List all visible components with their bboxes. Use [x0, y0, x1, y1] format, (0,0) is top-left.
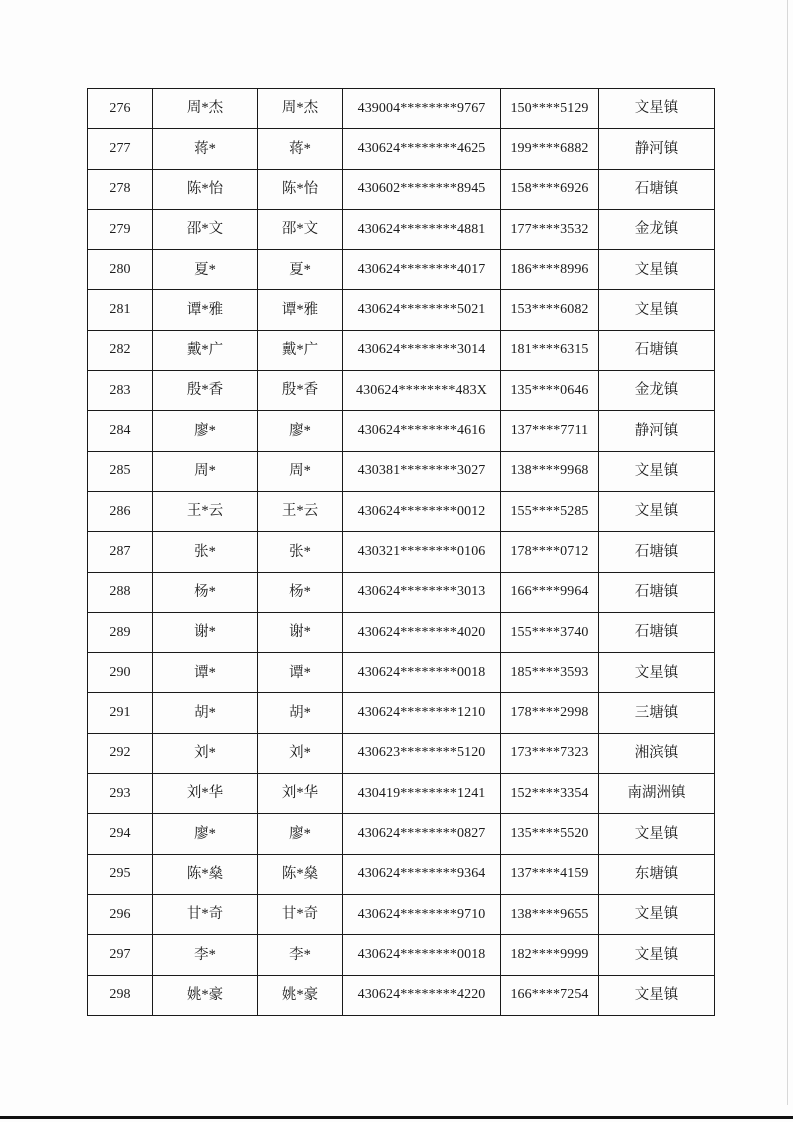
name-confirm-cell: 廖*	[258, 411, 343, 451]
name-cell: 谭*	[153, 653, 258, 693]
name-cell: 姚*豪	[153, 975, 258, 1015]
row-number-cell: 288	[88, 572, 153, 612]
town-cell: 文星镇	[599, 89, 715, 129]
row-number-cell: 294	[88, 814, 153, 854]
row-number-cell: 276	[88, 89, 153, 129]
id-number-cell: 430624********0018	[343, 935, 501, 975]
name-confirm-cell: 胡*	[258, 693, 343, 733]
table-row	[88, 411, 715, 451]
town-cell: 文星镇	[599, 653, 715, 693]
table-row	[88, 209, 715, 249]
name-cell: 陈*怡	[153, 169, 258, 209]
table-row	[88, 491, 715, 531]
name-confirm-cell: 甘*奇	[258, 894, 343, 934]
row-number-cell: 278	[88, 169, 153, 209]
name-confirm-cell: 周*杰	[258, 89, 343, 129]
table-row	[88, 169, 715, 209]
name-cell: 周*杰	[153, 89, 258, 129]
name-confirm-cell: 刘*华	[258, 774, 343, 814]
table-row	[88, 854, 715, 894]
town-cell: 文星镇	[599, 814, 715, 854]
id-number-cell: 430624********3014	[343, 330, 501, 370]
name-confirm-cell: 陈*怡	[258, 169, 343, 209]
scan-edge-line	[787, 0, 788, 1105]
id-number-cell: 430624********4220	[343, 975, 501, 1015]
name-cell: 夏*	[153, 250, 258, 290]
town-cell: 湘滨镇	[599, 733, 715, 773]
name-confirm-cell: 周*	[258, 451, 343, 491]
town-cell: 石塘镇	[599, 330, 715, 370]
phone-cell: 150****5129	[501, 89, 599, 129]
phone-cell: 152****3354	[501, 774, 599, 814]
page-bottom-rule	[0, 1116, 793, 1119]
row-number-cell: 285	[88, 451, 153, 491]
id-number-cell: 439004********9767	[343, 89, 501, 129]
phone-cell: 181****6315	[501, 330, 599, 370]
id-number-cell: 430624********1210	[343, 693, 501, 733]
name-confirm-cell: 廖*	[258, 814, 343, 854]
table-row	[88, 653, 715, 693]
name-cell: 廖*	[153, 411, 258, 451]
row-number-cell: 293	[88, 774, 153, 814]
table-row	[88, 733, 715, 773]
phone-cell: 135****5520	[501, 814, 599, 854]
table-row	[88, 371, 715, 411]
id-number-cell: 430624********4881	[343, 209, 501, 249]
row-number-cell: 289	[88, 612, 153, 652]
roster-table	[87, 88, 715, 1016]
phone-cell: 186****8996	[501, 250, 599, 290]
table-row	[88, 612, 715, 652]
table-row	[88, 572, 715, 612]
id-number-cell: 430623********5120	[343, 733, 501, 773]
name-cell: 王*云	[153, 491, 258, 531]
town-cell: 金龙镇	[599, 371, 715, 411]
row-number-cell: 284	[88, 411, 153, 451]
name-cell: 殷*香	[153, 371, 258, 411]
phone-cell: 166****7254	[501, 975, 599, 1015]
id-number-cell: 430624********9364	[343, 854, 501, 894]
row-number-cell: 292	[88, 733, 153, 773]
id-number-cell: 430624********483X	[343, 371, 501, 411]
table-row	[88, 250, 715, 290]
id-number-cell: 430624********4625	[343, 129, 501, 169]
town-cell: 文星镇	[599, 250, 715, 290]
town-cell: 文星镇	[599, 491, 715, 531]
phone-cell: 138****9968	[501, 451, 599, 491]
name-cell: 刘*	[153, 733, 258, 773]
town-cell: 石塘镇	[599, 532, 715, 572]
phone-cell: 158****6926	[501, 169, 599, 209]
phone-cell: 137****4159	[501, 854, 599, 894]
phone-cell: 182****9999	[501, 935, 599, 975]
table-row	[88, 814, 715, 854]
table-body	[88, 89, 715, 1016]
table-row	[88, 935, 715, 975]
town-cell: 静河镇	[599, 411, 715, 451]
name-confirm-cell: 谢*	[258, 612, 343, 652]
row-number-cell: 291	[88, 693, 153, 733]
table-row	[88, 693, 715, 733]
name-confirm-cell: 张*	[258, 532, 343, 572]
town-cell: 东塘镇	[599, 854, 715, 894]
phone-cell: 138****9655	[501, 894, 599, 934]
town-cell: 三塘镇	[599, 693, 715, 733]
phone-cell: 178****2998	[501, 693, 599, 733]
table-row	[88, 290, 715, 330]
row-number-cell: 279	[88, 209, 153, 249]
name-cell: 李*	[153, 935, 258, 975]
id-number-cell: 430624********5021	[343, 290, 501, 330]
town-cell: 金龙镇	[599, 209, 715, 249]
name-cell: 甘*奇	[153, 894, 258, 934]
table-row	[88, 451, 715, 491]
town-cell: 石塘镇	[599, 572, 715, 612]
phone-cell: 153****6082	[501, 290, 599, 330]
id-number-cell: 430624********0018	[343, 653, 501, 693]
town-cell: 文星镇	[599, 290, 715, 330]
town-cell: 静河镇	[599, 129, 715, 169]
name-cell: 张*	[153, 532, 258, 572]
town-cell: 文星镇	[599, 935, 715, 975]
name-confirm-cell: 蒋*	[258, 129, 343, 169]
name-confirm-cell: 谭*	[258, 653, 343, 693]
row-number-cell: 282	[88, 330, 153, 370]
name-cell: 廖*	[153, 814, 258, 854]
id-number-cell: 430602********8945	[343, 169, 501, 209]
name-cell: 蒋*	[153, 129, 258, 169]
table-row	[88, 774, 715, 814]
name-confirm-cell: 姚*豪	[258, 975, 343, 1015]
phone-cell: 199****6882	[501, 129, 599, 169]
id-number-cell: 430624********0012	[343, 491, 501, 531]
name-cell: 谢*	[153, 612, 258, 652]
town-cell: 文星镇	[599, 975, 715, 1015]
town-cell: 文星镇	[599, 894, 715, 934]
phone-cell: 137****7711	[501, 411, 599, 451]
table-row	[88, 975, 715, 1015]
table-row	[88, 894, 715, 934]
id-number-cell: 430624********3013	[343, 572, 501, 612]
phone-cell: 155****5285	[501, 491, 599, 531]
id-number-cell: 430624********4017	[343, 250, 501, 290]
name-confirm-cell: 谭*雅	[258, 290, 343, 330]
name-cell: 邵*文	[153, 209, 258, 249]
name-cell: 谭*雅	[153, 290, 258, 330]
row-number-cell: 280	[88, 250, 153, 290]
name-confirm-cell: 戴*广	[258, 330, 343, 370]
id-number-cell: 430381********3027	[343, 451, 501, 491]
name-confirm-cell: 邵*文	[258, 209, 343, 249]
id-number-cell: 430624********9710	[343, 894, 501, 934]
name-confirm-cell: 夏*	[258, 250, 343, 290]
row-number-cell: 297	[88, 935, 153, 975]
name-confirm-cell: 李*	[258, 935, 343, 975]
row-number-cell: 286	[88, 491, 153, 531]
id-number-cell: 430624********0827	[343, 814, 501, 854]
phone-cell: 178****0712	[501, 532, 599, 572]
phone-cell: 135****0646	[501, 371, 599, 411]
phone-cell: 155****3740	[501, 612, 599, 652]
name-cell: 杨*	[153, 572, 258, 612]
town-cell: 石塘镇	[599, 612, 715, 652]
table-row	[88, 532, 715, 572]
phone-cell: 177****3532	[501, 209, 599, 249]
row-number-cell: 290	[88, 653, 153, 693]
phone-cell: 185****3593	[501, 653, 599, 693]
row-number-cell: 283	[88, 371, 153, 411]
row-number-cell: 281	[88, 290, 153, 330]
name-confirm-cell: 王*云	[258, 491, 343, 531]
id-number-cell: 430321********0106	[343, 532, 501, 572]
id-number-cell: 430624********4020	[343, 612, 501, 652]
id-number-cell: 430419********1241	[343, 774, 501, 814]
phone-cell: 166****9964	[501, 572, 599, 612]
name-cell: 胡*	[153, 693, 258, 733]
row-number-cell: 295	[88, 854, 153, 894]
id-number-cell: 430624********4616	[343, 411, 501, 451]
name-cell: 戴*广	[153, 330, 258, 370]
name-cell: 陈*燊	[153, 854, 258, 894]
town-cell: 文星镇	[599, 451, 715, 491]
name-confirm-cell: 杨*	[258, 572, 343, 612]
town-cell: 南湖洲镇	[599, 774, 715, 814]
table-row	[88, 89, 715, 129]
town-cell: 石塘镇	[599, 169, 715, 209]
table-row	[88, 330, 715, 370]
row-number-cell: 296	[88, 894, 153, 934]
name-confirm-cell: 殷*香	[258, 371, 343, 411]
row-number-cell: 287	[88, 532, 153, 572]
name-cell: 周*	[153, 451, 258, 491]
name-confirm-cell: 陈*燊	[258, 854, 343, 894]
phone-cell: 173****7323	[501, 733, 599, 773]
row-number-cell: 277	[88, 129, 153, 169]
table-row	[88, 129, 715, 169]
name-cell: 刘*华	[153, 774, 258, 814]
row-number-cell: 298	[88, 975, 153, 1015]
name-confirm-cell: 刘*	[258, 733, 343, 773]
